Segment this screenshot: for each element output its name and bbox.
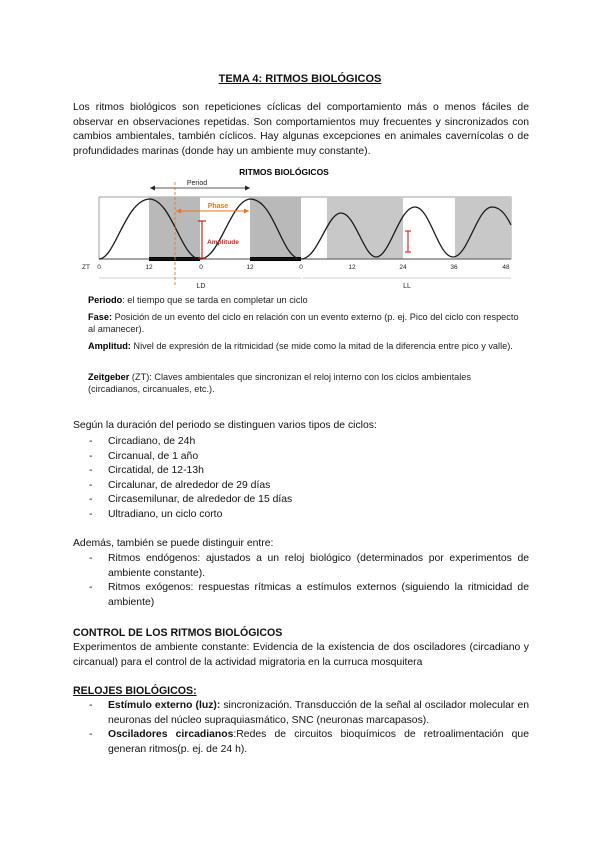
tick-label: 0 [97, 264, 101, 271]
phase-label: Phase [207, 203, 229, 210]
list-item: - Ritmos endógenos: ajustados a un reloj biológico (determinados por experimentos de ambiente constante). [89, 552, 529, 581]
page-title: TEMA 4: RITMOS BIOLÓGICOS [218, 73, 382, 85]
tick-label: 12 [246, 264, 254, 271]
dark-band [149, 197, 200, 259]
list-item: - Ritmos exógenos: respuestas rítmicas a estímulos externos (siguiendo la ritmicidad de ambiente) [89, 581, 529, 610]
figure-title: RITMOS BIOLÓGICOS [239, 167, 329, 177]
list-item: - Circadiano, de 24h [89, 435, 529, 450]
definition-amplitude: Amplitud: Nivel de expresión de la ritmicidad (se mide como la mitad de la diferencia entre pico y valle). [88, 341, 513, 351]
tick-label: 0 [199, 264, 203, 271]
dark-band [250, 197, 301, 259]
amplitude-label: Amplitude [207, 239, 239, 246]
ld-label: LD [196, 283, 206, 290]
subjective-dark-band [327, 197, 403, 259]
list-item: - Circanual, de 1 año [89, 450, 529, 465]
list-item: - Estímulo externo (luz): sincronización. Transducción de la señal al oscilador molecular en neuronas del núcleo supraquiasmático, SNC (neuronas marcapasos). [89, 699, 529, 728]
control-heading: CONTROL DE LOS RITMOS BIOLÓGICOS [73, 627, 283, 639]
clocks-list [89, 699, 529, 757]
list-item: - Circasemilunar, de alrededor de 15 días [89, 493, 529, 508]
intro-paragraph: Los ritmos biológicos son repeticiones cíclicas del comportamiento más o menos fáciles de observar en observaciones repetidas. Son comportamientos muy frecuentes y sincronizados con cambios ambientales, también cíclicos. Hay algunas excepciones en animales cavernícolas o de profundidades marinas (donde hay un ambiente muy constante). [73, 102, 529, 157]
control-paragraph: Experimentos de ambiente constante: Evidencia de la existencia de dos osciladores (circadiano y circanual) para el control de la actividad migratoria en la curruca mosquitera [73, 642, 529, 668]
list-item: - Circalunar, de alrededor de 29 días [89, 479, 529, 494]
clocks-heading: RELOJES BIOLÓGICOS: [73, 685, 197, 697]
rhythm-diagram [80, 163, 529, 298]
tick-label: 36 [450, 264, 458, 271]
tick-label: 12 [348, 264, 356, 271]
tick-label: 0 [299, 264, 303, 271]
definition-phase: Fase: Posición de un evento del ciclo en relación con un evento externo (p. ej. Pico del ciclo con respecto al amanecer). [88, 312, 519, 335]
period-arrowhead-left [150, 186, 155, 191]
definition-zeitgeber: Zeitgeber (ZT): Claves ambientales que sincronizan el reloj interno con los ciclos ambientales (circadianos, circanuales, etc.). [88, 372, 471, 395]
rhythm-figure [80, 163, 529, 416]
zt-label: ZT [82, 264, 90, 271]
list-item: - Ultradiano, un ciclo corto [89, 508, 529, 523]
rhythms-list [89, 552, 529, 610]
cycles-lead: Según la duración del periodo se distinguen varios tipos de ciclos: [73, 420, 377, 431]
tick-label: 48 [502, 264, 510, 271]
rhythms-lead: Además, también se puede distinguir entre: [73, 538, 274, 549]
tick-label: 12 [145, 264, 153, 271]
period-arrowhead-right [245, 186, 250, 191]
phase-arrowhead [244, 209, 249, 214]
list-item: - Osciladores circadianos:Redes de circuitos bioquímicos de retroalimentación que generan ritmos(p. ej. de 24 h). [89, 728, 529, 757]
list-item: - Circatidal, de 12-13h [89, 464, 529, 479]
tick-label: 24 [399, 264, 407, 271]
cycles-list [89, 435, 529, 523]
period-label: Period [186, 180, 208, 187]
definition-period: Periodo: el tiempo que se tarda en completar un ciclo [88, 295, 308, 305]
ll-label: LL [403, 283, 411, 290]
